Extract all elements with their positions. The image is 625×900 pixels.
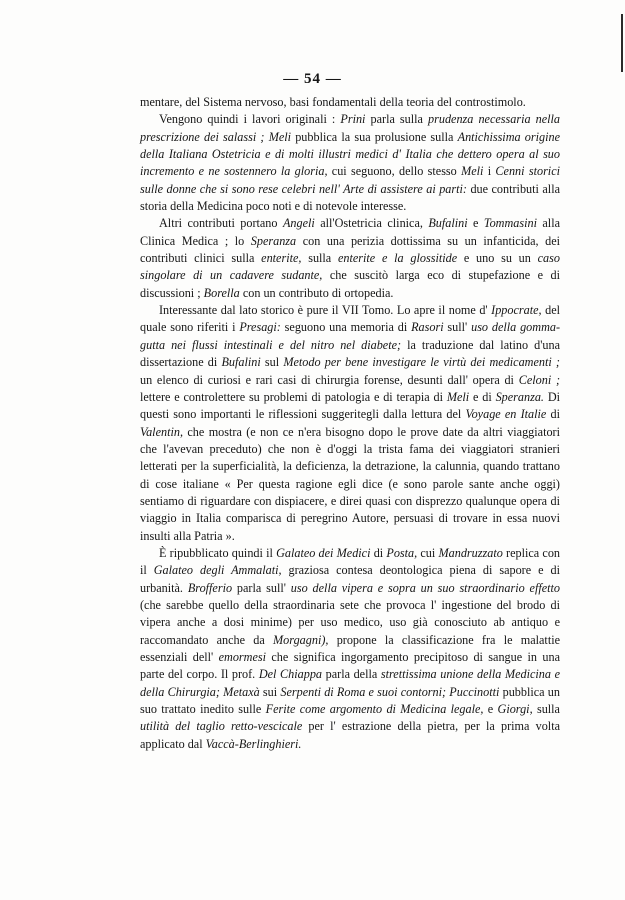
italic-text: Angeli [282,216,315,231]
italic-text: utilità del taglio retto-vescicale [140,719,303,734]
paragraph [140,94,560,111]
italic-text: Meli [461,164,484,179]
page-edge-line [621,14,623,72]
text-run: e [467,216,484,231]
text-run: con un contributo di ortopedia. [239,285,394,300]
italic-text: Mandruzzato [438,545,503,560]
text-run: (che sarebbe quello della straordinaria sete che provoca l' ingestione del brodo di vipera anche a dosi minime) per uso medico, uso già conosciuto ab antiquo e raccomandato anche da [140,597,560,647]
text-run: È ripubblicato quindi il [159,545,277,560]
text-run: e di [469,389,496,404]
italic-text: strettissima unione della Medicina e della Chirurgia; [140,667,560,699]
text-run: con una perizia dottissima su un infanticida, dei contributi clinici sulla [140,233,560,266]
paragraph [140,215,560,302]
italic-text: uso della gomma-gutta nei flussi intestinali e del nitro nel diabete; [140,320,561,352]
italic-text: Vaccà-Berlinghieri. [205,736,302,751]
italic-text: Prini [340,112,366,127]
text-run: pubblica la sua prolusione sulla [291,129,458,144]
italic-text: Metaxà [223,684,260,699]
text-run: e [483,702,498,717]
italic-text: Speranza [250,233,297,248]
text-run: sull' [443,320,472,335]
text-run: sulla [532,702,560,717]
text-run: mentare, del Sistema nervoso, basi fondamentali della teoria del controstimolo. [140,95,526,109]
italic-text: Metodo per bene investigare le virtù dei medicamenti ; [283,355,560,370]
text-run: graziosa contesa deontologica piena di sapore e di urbanità. [140,563,560,595]
italic-text: enterite, [261,251,302,266]
text-run: che mostra (e non ce n'era bisogno dopo le prove date da altri viaggiatori che l'avevan preceduto) che non è d'oggi la trista fama dei viaggiatori stranieri letterati per la superficialità, la deficienza, la detrazione, la calunnia, quando trattano di cose italiane « Per questa ragione egli dice (e sono parole sante anche oggi) sentiamo di riguardare con dispiacere, e direi quasi con disprezzo qualunque opera di viaggio in Italia comparisca di peregrino Autore, persuasi di trovare in essa nuovi insulti alla Patria ». [140,424,560,543]
page-number: — 54 — [283,71,342,87]
text-run: Vengono quindi i lavori originali : [159,112,341,127]
italic-text: Puccinotti [449,684,500,699]
text-run: Altri contributi portano [159,216,283,231]
text-run: e uno su un [457,251,538,266]
italic-text: Celoni ; [518,372,561,387]
text-run: per l' estrazione della pietra, per la prima volta applicato dal [140,719,560,751]
italic-text: Galateo dei Medici [276,545,371,560]
text-run: pubblica un suo trattato inedito sulle [140,684,560,717]
italic-text: Meli [446,389,470,404]
text-run: propone la classificazione fra le malattie essenziali dell' [140,632,560,664]
italic-text: Presagi: [239,320,281,335]
text-run: replica con il [140,545,561,578]
italic-text: Ippocrate, [491,303,542,318]
text-run: seguono una memoria di [280,320,412,335]
body-text [140,94,560,753]
italic-text: Cenni storici sulle donne che si sono rese celebri nell' Arte di assistere ai parti: [140,164,560,196]
text-run: cui [417,545,439,560]
italic-text: Del Chiappa [258,667,323,682]
text-run: parla sull' [232,580,291,595]
italic-text: Morgagni), [273,632,329,647]
text-run: che significa ingorgamento precipitoso di sangue in una parte del corpo. Il prof. [140,650,560,682]
italic-text: Serpenti di Roma e suoi contorni; [280,684,447,699]
text-run: i [483,164,496,179]
paragraph [140,111,560,215]
italic-text: Valentin, [140,424,183,439]
italic-text: Speranza. [495,389,544,404]
italic-text: Galateo degli Ammalati, [153,563,282,578]
italic-text: uso della vipera e sopra un suo straordinario effetto [290,580,560,595]
text-run: sul [260,355,284,370]
italic-text: Posta, [386,545,418,560]
text-run: due contributi alla storia della Medicina poco noti e di notevole interesse. [140,181,560,214]
italic-text: Bufalini [428,216,468,231]
text-run: Di questi sono importanti le riflessioni suggeritegli dalla lettura del [140,389,561,422]
text-run: parla sulla [365,112,429,127]
text-run: cui seguono, dello stesso [327,164,462,179]
italic-text: Voyage en Italie [465,407,547,422]
text-run: Interessante dal lato storico è pure il VII Tomo. Lo apre il nome d' [159,303,492,318]
italic-text: Ferite come argomento di Medicina legale, [265,702,484,717]
italic-text: Bufalini [221,355,261,370]
text-run: all'Ostetricia clinica, [314,216,429,231]
paragraph [140,302,560,545]
italic-text: Rasori [411,320,444,335]
italic-text: prudenza necessaria nella prescrizione dei salassi ; [140,112,561,144]
text-run: di [546,407,561,422]
italic-text: Borella [203,285,240,300]
italic-text: emormesi [218,650,267,664]
italic-text: caso singolare di un cadavere sudante, [140,251,560,283]
italic-text: Antichissima origine della Italiana Ostetricia e di molti illustri medici d' Italia che dettero opera al suo incremento e ne sostennero la gloria, [140,129,560,179]
text-run: sulla [301,251,338,266]
italic-text: Tommasini [483,216,537,231]
text-run: del quale sono riferiti i [140,303,560,335]
text-run: lettere e controlettere su problemi di patologia e di terapia di [140,389,447,404]
text-run: di [370,545,387,560]
text-run: che suscitò larga eco di stupefazione e di discussioni ; [140,268,560,300]
italic-text: enterite e la glossitide [337,251,458,266]
italic-text: Giorgi, [497,702,533,717]
paragraph [140,545,560,753]
text-run: un elenco di curiosi e rari casi di chirurgia forense, desunti dall' opera di [140,372,519,387]
text-run: parla della [322,667,381,682]
italic-text: Meli [268,129,292,144]
text-run: alla Clinica Medica ; lo [140,216,560,248]
italic-text: Brofferio [187,580,233,595]
text-run: la traduzione dal latino d'una dissertazione di [140,337,560,370]
text-run: sui [259,684,281,699]
